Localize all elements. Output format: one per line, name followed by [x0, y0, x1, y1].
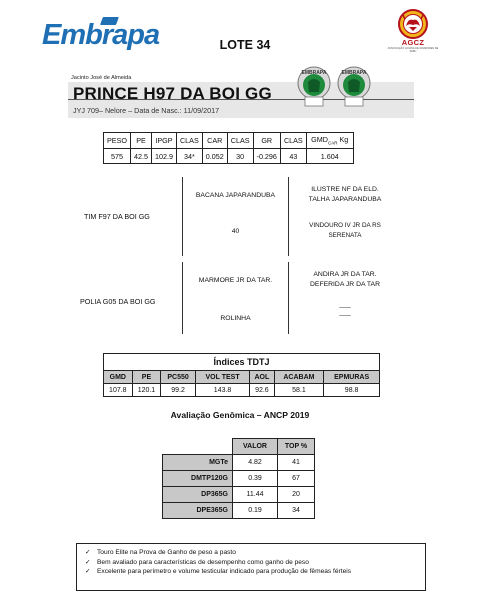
check-icon: ✓ [85, 568, 91, 576]
genomic-label: DPE365G [163, 503, 233, 519]
genomic-top: 20 [278, 487, 315, 503]
medal-text: EMBRAPA [301, 70, 327, 76]
pedigree-sire-dam-sire: VINDOURO IV JR DA RS [309, 222, 381, 229]
performance-header: CLAS [176, 133, 202, 149]
tdtj-header: PC550 [161, 371, 196, 384]
tdtj-header-row [104, 371, 380, 384]
performance-header: PESO [104, 133, 131, 149]
genomic-header-row [163, 439, 315, 455]
check-icon: ✓ [85, 558, 91, 566]
performance-header: CLAS [280, 133, 306, 149]
pedigree-dam-dam-dam: ___ [339, 309, 351, 316]
tdtj-header: GMD [104, 371, 133, 384]
genomic-top: 34 [278, 503, 315, 519]
tdtj-value: 92.6 [250, 384, 274, 397]
pedigree-dam-dam-sire: ___ [339, 301, 351, 308]
performance-header-row [104, 133, 354, 149]
notes-box [76, 543, 426, 591]
tdtj-header: VOL TEST [195, 371, 249, 384]
pedigree-sire-sire: BACANA JAPARANDUBA [195, 192, 276, 199]
genomic-valor: 0.19 [233, 503, 278, 519]
tdtj-value: 120.1 [132, 384, 161, 397]
performance-header: CLAS [227, 133, 253, 149]
tdtj-value: 58.1 [274, 384, 324, 397]
performance-table [103, 132, 354, 164]
genomic-top: 67 [278, 471, 315, 487]
genomic-header-top: TOP % [278, 439, 315, 455]
note-text: Touro Elite na Prova de Ganho de peso a pasto [97, 549, 236, 556]
animal-name: PRINCE H97 DA BOI GG [73, 84, 272, 103]
elite-medal-icon [297, 66, 331, 108]
tdtj-value-row [104, 384, 380, 397]
tdtj-header: PE [132, 371, 161, 384]
animal-info: JYJ 709– Nelore – Data de Nasc.: 11/09/2017 [73, 106, 220, 115]
lot-title: LOTE 34 [219, 38, 271, 52]
note-item [85, 558, 425, 568]
medal-text: EMBRAPA [341, 70, 367, 76]
tdtj-header: EPMURAS [324, 371, 380, 384]
performance-value: 1.604 [306, 149, 353, 164]
tdtj-value: 99.2 [161, 384, 196, 397]
performance-value: -0.296 [253, 149, 280, 164]
performance-header: PE [130, 133, 151, 149]
performance-header: CAR [202, 133, 227, 149]
note-text: Excelente para perímetro e volume testicular indicado para produção de fêmeas férteis [97, 568, 351, 576]
tdtj-header: AOL [250, 371, 274, 384]
tdtj-value: 143.8 [195, 384, 249, 397]
pedigree-sire-dam: 40 [231, 228, 240, 235]
genomic-valor: 0.39 [233, 471, 278, 487]
tdtj-value: 107.8 [104, 384, 133, 397]
pedigree-dam-sire-dam: DEFERIDA JR DA TAR [310, 281, 380, 288]
performance-value: 575 [104, 149, 131, 164]
genomic-label: DP365G [163, 487, 233, 503]
genomic-row [163, 503, 315, 519]
genomic-valor: 4.82 [233, 455, 278, 471]
performance-header: GR [253, 133, 280, 149]
genomic-header-blank [163, 439, 233, 455]
pedigree-sire-sire-sire: ILUSTRE NF DA ELD. [311, 186, 379, 193]
performance-value-row [104, 149, 354, 164]
note-text: Bem avaliado para características de desempenho como ganho de peso [97, 558, 309, 566]
genomic-row [163, 487, 315, 503]
pedigree-sire: TIM F97 DA BOI GG [84, 212, 150, 221]
pedigree-dam: POLIA G05 DA BOI GG [80, 297, 156, 306]
genomic-label: DMTP120G [163, 471, 233, 487]
check-icon: ✓ [85, 549, 91, 556]
svg-text:Embrapa: Embrapa [42, 19, 160, 50]
pedigree-sire-dam-dam: SERENATA [328, 232, 362, 239]
pedigree-dam-sire-sire: ANDIRA JR DA TAR. [313, 271, 377, 278]
performance-value: 34* [176, 149, 202, 164]
performance-value: 43 [280, 149, 306, 164]
elite-medal-icon [337, 66, 371, 108]
genomic-row [163, 455, 315, 471]
embrapa-logo [42, 14, 162, 50]
performance-header-gmd: $GMD_{CAR}$ Kg [306, 133, 353, 149]
performance-header: IPGP [151, 133, 176, 149]
tdtj-table [103, 353, 380, 397]
performance-value: 42.5 [130, 149, 151, 164]
breeder-name: Jacinto José de Almeida [71, 75, 132, 81]
genomic-header-valor: VALOR [233, 439, 278, 455]
genomic-label: MGTe [163, 455, 233, 471]
pedigree-dam-sire: MARMORE JR DA TAR. [198, 277, 273, 284]
pedigree-dam-dam: ROLINHA [220, 315, 251, 322]
genomic-top: 41 [278, 455, 315, 471]
genomic-title: Avaliação Genômica – ANCP 2019 [170, 410, 310, 420]
note-item [85, 548, 425, 558]
pedigree-line [182, 177, 183, 256]
performance-value: 0.052 [202, 149, 227, 164]
genomic-table [162, 438, 315, 519]
genomic-valor: 11.44 [233, 487, 278, 503]
tdtj-value: 98.8 [324, 384, 380, 397]
performance-value: 30 [227, 149, 253, 164]
agcz-subtitle: ASSOCIAÇÃO GOIANA DE CRIADORES DE ZEBU [387, 47, 439, 53]
pedigree-sire-sire-dam: TALHA JAPARANDUBA [308, 196, 382, 203]
performance-value: 102.9 [151, 149, 176, 164]
genomic-row [163, 471, 315, 487]
note-item [85, 567, 425, 577]
agcz-logo-text: AGCZ [401, 38, 425, 47]
tdtj-header: ACABAM [274, 371, 324, 384]
tdtj-title: Índices TDTJ [104, 354, 380, 371]
